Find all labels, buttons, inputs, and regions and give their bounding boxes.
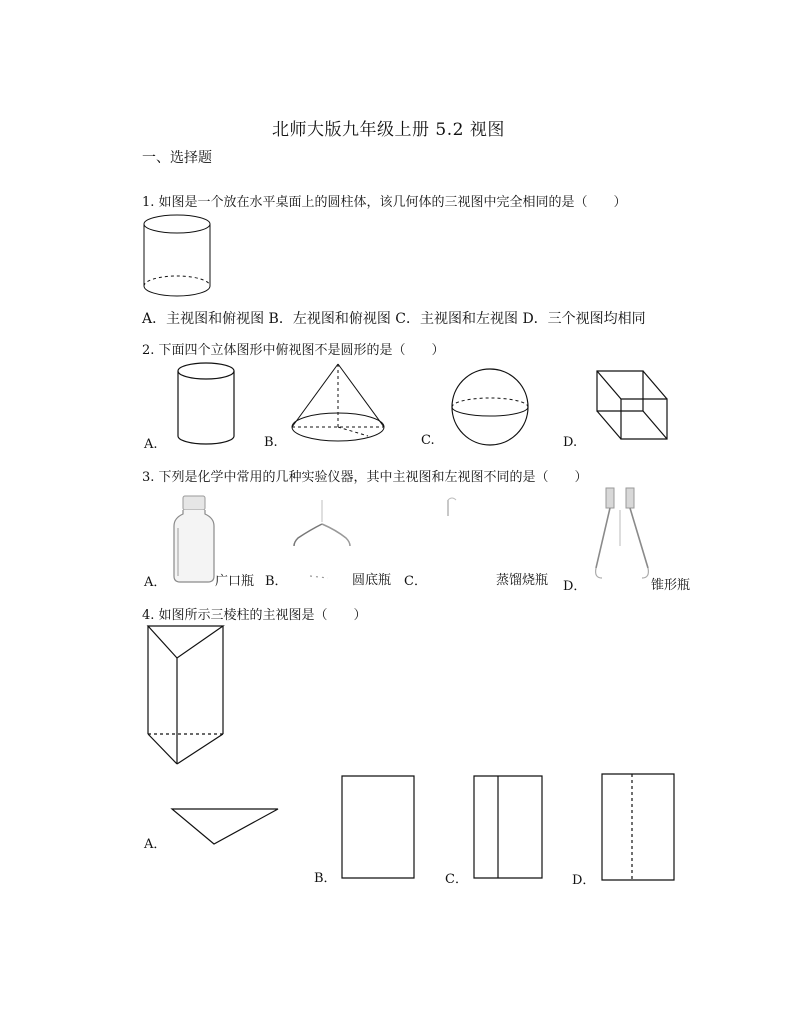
q3-wide-mouth-bottle-figure bbox=[172, 494, 216, 584]
q3-conical-flask-name: 锥形瓶 bbox=[651, 578, 691, 593]
q4-triangular-prism-figure bbox=[146, 624, 226, 766]
q4-option-c-label: C． bbox=[445, 872, 468, 887]
q3-option-d-label: D． bbox=[563, 579, 587, 594]
q4-option-d-label: D． bbox=[572, 873, 596, 888]
page-title: 北师大版九年级上册 5.2 视图 bbox=[272, 120, 505, 140]
question-2-stem: 2. 下面四个立体图形中俯视图不是圆形的是（ ） bbox=[142, 343, 445, 358]
section-heading: 一、选择题 bbox=[142, 150, 212, 166]
q3-option-c-label: C． bbox=[404, 574, 427, 589]
question-4-stem: 4. 如图所示三棱柱的主视图是（ ） bbox=[142, 608, 367, 623]
q1-cylinder-figure bbox=[142, 214, 212, 300]
question-1-options: A．主视图和俯视图 B．左视图和俯视图 C．主视图和左视图 D．三个视图均相同 bbox=[142, 311, 646, 327]
q4-option-a-triangle-figure bbox=[170, 807, 280, 847]
q3-wide-mouth-bottle-name: 广口瓶 bbox=[215, 574, 255, 589]
q2-option-b-label: B. bbox=[264, 435, 278, 450]
q3-distilling-flask-name: 蒸馏烧瓶 bbox=[496, 573, 549, 588]
q4-option-a-label: A． bbox=[144, 837, 167, 852]
q3-distilling-flask-figure bbox=[440, 494, 470, 534]
q4-option-d-rectangle-dashed-line-figure bbox=[600, 772, 676, 882]
q3-round-bottom-flask-name: 圆底瓶 bbox=[352, 573, 392, 588]
q2-cuboid-figure bbox=[595, 369, 669, 441]
q3-option-a-label: A． bbox=[144, 575, 167, 590]
q2-option-d-label: D. bbox=[563, 435, 578, 450]
q3-conical-flask-figure bbox=[590, 486, 654, 586]
q2-cone-figure bbox=[290, 362, 386, 444]
question-1-stem: 1. 如图是一个放在水平桌面上的圆柱体，该几何体的三视图中完全相同的是（ ） bbox=[142, 195, 627, 210]
q2-option-c-label: C. bbox=[421, 433, 435, 448]
q4-option-b-label: B． bbox=[314, 871, 337, 886]
q3-round-bottom-flask-figure bbox=[292, 494, 354, 584]
q2-sphere-figure bbox=[450, 367, 530, 447]
q3-option-b-label: B． bbox=[265, 574, 288, 589]
question-3-stem: 3. 下列是化学中常用的几种实验仪器，其中主视图和左视图不同的是（ ） bbox=[142, 470, 588, 485]
q2-option-a-label: A. bbox=[144, 437, 158, 452]
q4-option-b-rectangle-figure bbox=[340, 774, 416, 880]
q4-option-c-rectangle-solid-line-figure bbox=[472, 774, 544, 880]
q2-cylinder-figure bbox=[176, 362, 236, 446]
